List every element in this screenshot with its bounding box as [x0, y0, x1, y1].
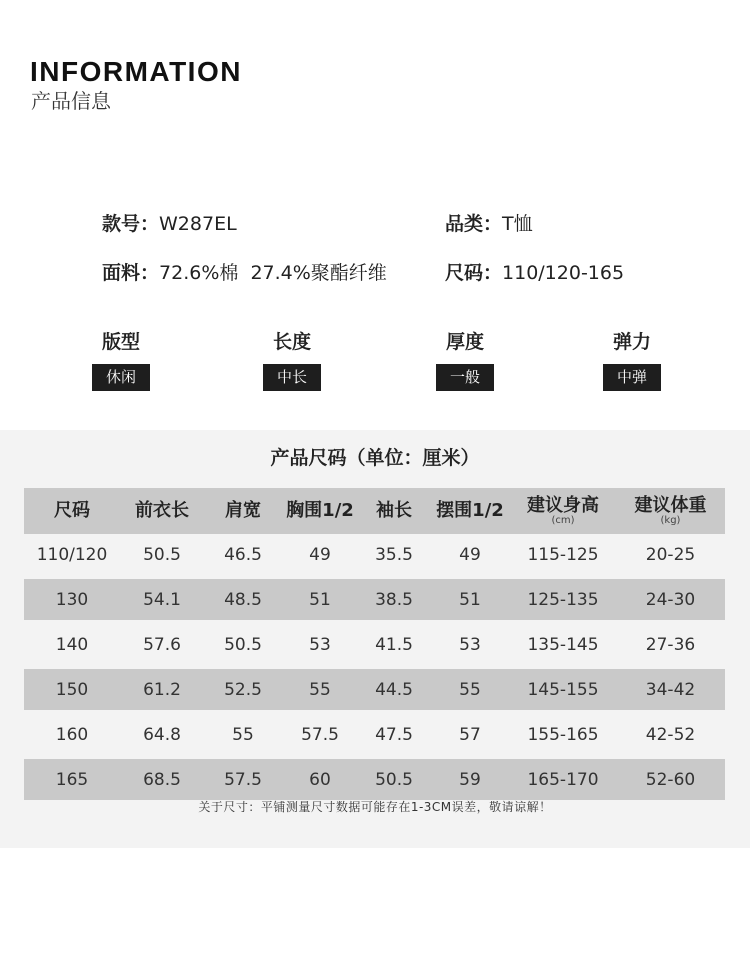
table-cell: 27-36 [645, 634, 696, 655]
table-cell: 57.5 [301, 724, 339, 745]
table-cell: 52.5 [204, 669, 282, 710]
table-cell: 51 [430, 579, 510, 620]
size-range [445, 261, 624, 285]
fabric-label: 面料： [102, 262, 160, 284]
column-header [204, 488, 282, 534]
table-cell: 50.5 [358, 759, 430, 800]
column-header-unit: (cm) [551, 515, 575, 526]
size-chart-title: 产品尺码（单位：厘米） [270, 447, 480, 469]
table-cell: 110/120 [36, 544, 108, 565]
table-cell: 24-30 [616, 579, 725, 620]
table-cell: 59 [430, 759, 510, 800]
attribute-value-tag: 中长 [263, 364, 321, 391]
table-cell: 130 [24, 579, 120, 620]
attribute-value-tag: 休闲 [92, 364, 150, 391]
fabric-value: 72.6%棉 27.4%聚酯纤维 [159, 262, 387, 284]
table-cell: 55 [430, 669, 510, 710]
table-cell: 61.2 [120, 669, 204, 710]
column-header [430, 488, 510, 534]
table-cell: 150 [24, 669, 120, 710]
column-header [510, 488, 616, 534]
table-cell: 165-170 [510, 759, 616, 800]
column-header [616, 488, 725, 534]
attribute-value-tag: 中弹 [603, 364, 661, 391]
table-cell: 57.6 [143, 634, 181, 655]
attribute-name: 弹力 [612, 331, 651, 353]
column-header-label: 肩宽 [225, 500, 261, 521]
column-header [24, 488, 120, 534]
category-label: 品类： [445, 213, 503, 235]
table-cell: 135-145 [527, 634, 599, 655]
table-cell: 57 [459, 724, 481, 745]
attribute-fit [61, 330, 181, 391]
size-range-value: 110/120-165 [502, 262, 625, 284]
section-title-chinese: 产品信息 [31, 89, 111, 113]
table-row [24, 534, 725, 575]
size-range-label: 尺码： [445, 262, 503, 284]
table-cell: 155-165 [527, 724, 599, 745]
category-value: T恤 [502, 213, 533, 235]
table-cell: 60 [282, 759, 358, 800]
table-cell: 64.8 [143, 724, 181, 745]
attribute-name: 长度 [272, 331, 311, 353]
table-cell: 145-155 [510, 669, 616, 710]
style-number [102, 212, 237, 236]
column-header [282, 488, 358, 534]
table-cell: 53 [309, 634, 331, 655]
table-cell: 48.5 [204, 579, 282, 620]
fabric [102, 261, 387, 285]
table-cell: 38.5 [358, 579, 430, 620]
column-header-label: 建议身高 [527, 495, 599, 516]
table-cell: 51 [282, 579, 358, 620]
table-header-row [24, 488, 725, 534]
table-cell: 57.5 [204, 759, 282, 800]
table-row [24, 669, 725, 710]
table-cell: 41.5 [375, 634, 413, 655]
column-header-label: 袖长 [376, 500, 412, 521]
table-cell: 115-125 [527, 544, 599, 565]
attribute-name: 版型 [101, 331, 140, 353]
table-cell: 160 [55, 724, 89, 745]
column-header [358, 488, 430, 534]
attribute-length [232, 330, 352, 391]
table-cell: 35.5 [375, 544, 413, 565]
table-row [24, 579, 725, 620]
column-header-label: 建议体重 [634, 495, 707, 516]
table-cell: 50.5 [224, 634, 262, 655]
table-row [24, 759, 725, 800]
attribute-elasticity [572, 330, 692, 391]
table-row [24, 714, 725, 755]
table-cell: 55 [282, 669, 358, 710]
attribute-thickness [405, 330, 525, 391]
measurement-note: 关于尺寸：平铺测量尺寸数据可能存在1-3CM误差，敬请谅解！ [198, 800, 552, 814]
column-header-label: 前衣长 [135, 500, 189, 521]
table-cell: 68.5 [120, 759, 204, 800]
table-cell: 44.5 [358, 669, 430, 710]
column-header-label: 尺码 [54, 500, 90, 521]
column-header [120, 488, 204, 534]
table-cell: 46.5 [224, 544, 262, 565]
table-cell: 47.5 [375, 724, 413, 745]
table-cell: 34-42 [616, 669, 725, 710]
table-cell: 49 [309, 544, 331, 565]
table-cell: 42-52 [645, 724, 696, 745]
table-cell: 52-60 [616, 759, 725, 800]
style-number-value: W287EL [159, 213, 237, 235]
table-row [24, 624, 725, 665]
table-cell: 50.5 [143, 544, 181, 565]
table-cell: 140 [55, 634, 89, 655]
table-cell: 54.1 [120, 579, 204, 620]
style-number-label: 款号： [102, 213, 160, 235]
column-header-unit: (kg) [660, 515, 681, 526]
table-cell: 55 [232, 724, 254, 745]
table-cell: 125-135 [510, 579, 616, 620]
table-cell: 49 [459, 544, 481, 565]
column-header-label: 摆围1/2 [436, 500, 504, 521]
attribute-value-tag: 一般 [436, 364, 494, 391]
table-cell: 53 [459, 634, 481, 655]
table-cell: 20-25 [645, 544, 696, 565]
table-cell: 165 [24, 759, 120, 800]
attribute-name: 厚度 [445, 331, 484, 353]
section-title-english: INFORMATION [30, 56, 242, 87]
size-chart-table [24, 488, 725, 800]
column-header-label: 胸围1/2 [286, 500, 354, 521]
category [445, 212, 533, 236]
size-chart-panel [0, 430, 750, 848]
